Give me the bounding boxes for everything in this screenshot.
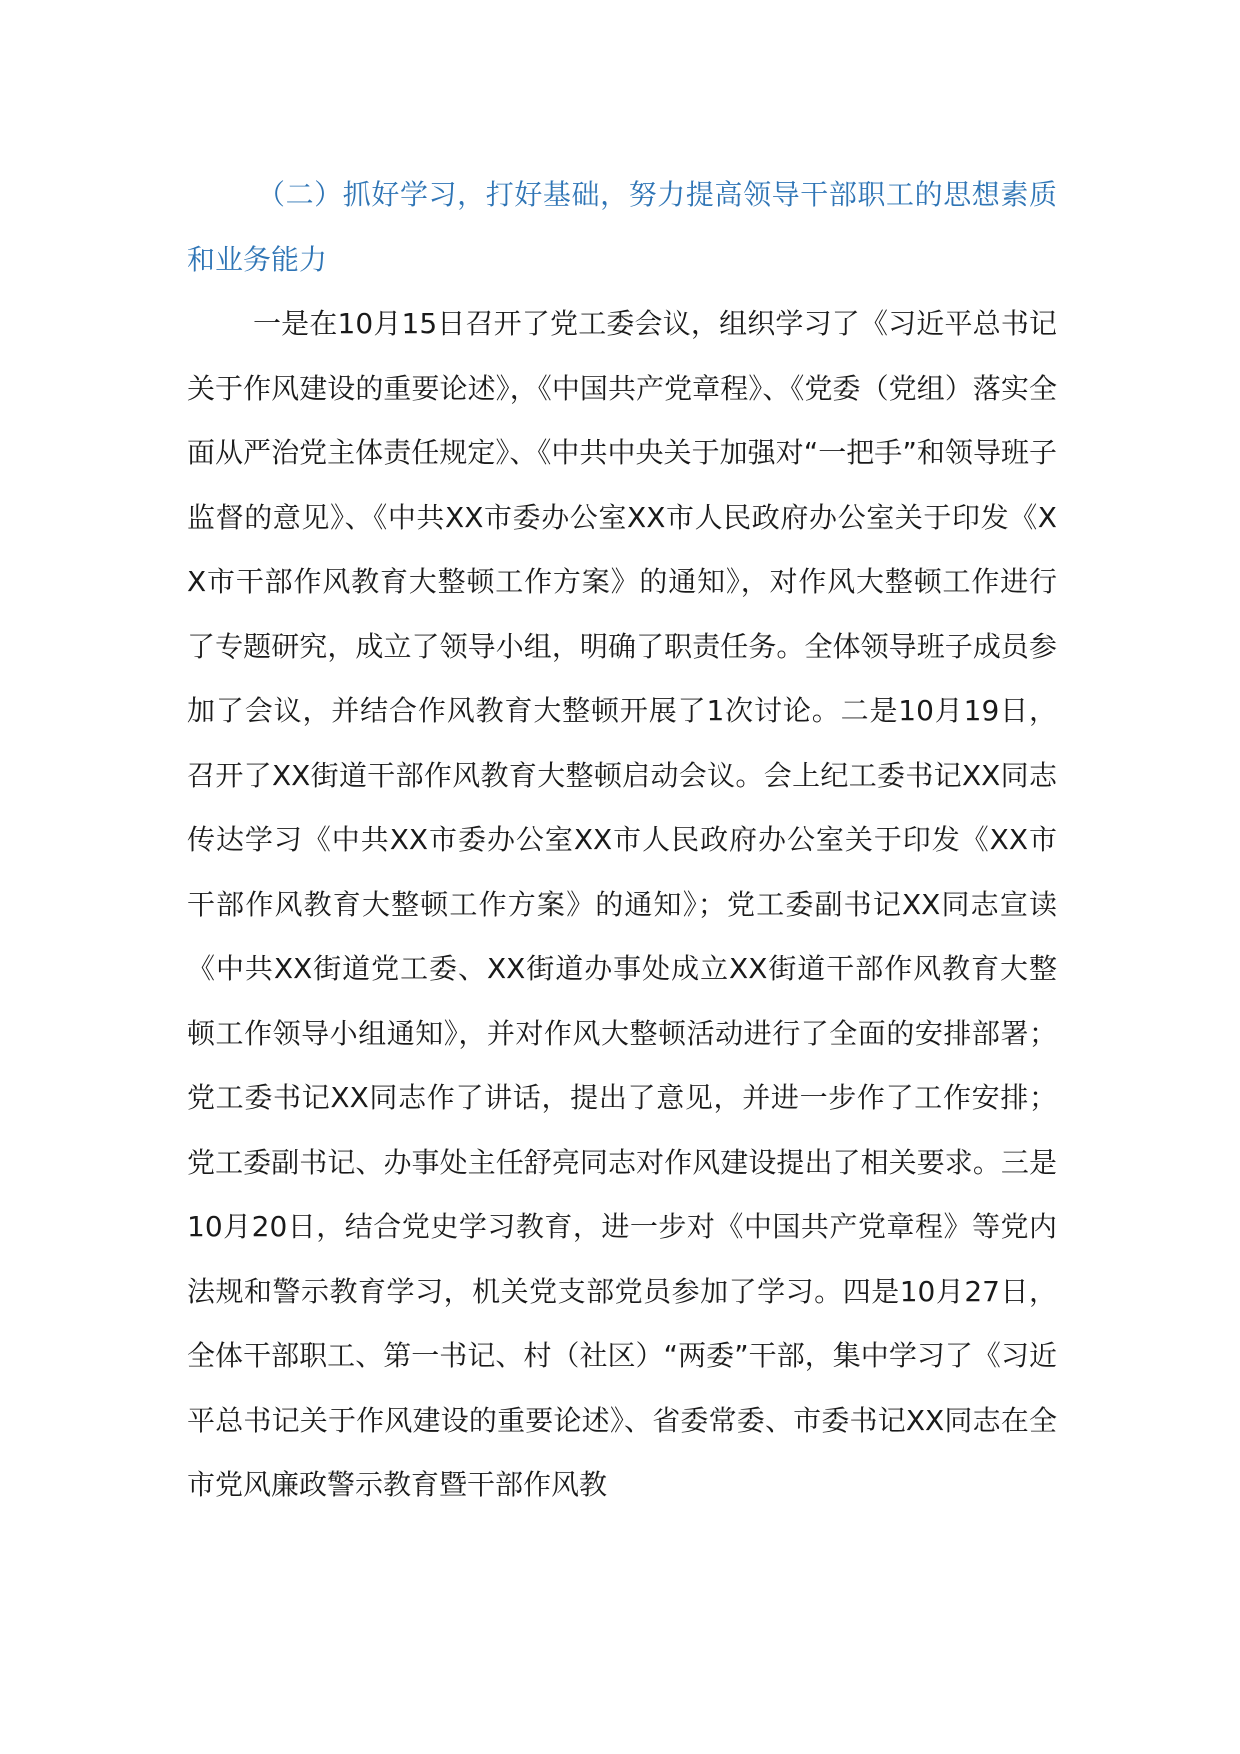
document-body (187, 163, 1057, 1518)
section-heading: （二）抓好学习，打好基础，努力提高领导干部职工的思想素质和业务能力 (187, 178, 1057, 276)
body-paragraph: 一是在10月15日召开了党工委会议，组织学习了《习近平总书记关于作风建设的重要论述》，《中国共产党章程》、《党委（党组）落实全面从严治党主体责任规定》、《中共中央关于加强对“一把手”和领导班子监督的意见》、《中共XX市委办公室XX市人民政府办公室关于印发《XX市干部作风教育大整顿工作方案》的通知》，对作风大整顿工作进行了专题研究，成立了领导小组，明确了职责任务。全体领导班子成员参加了会议，并结合作风教育大整顿开展了1次讨论。二是10月19日，召开了XX街道干部作风教育大整顿启动会议。会上纪工委书记XX同志传达学习《中共XX市委办公室XX市人民政府办公室关于印发《XX市干部作风教育大整顿工作方案》的通知》；党工委副书记XX同志宣读《中共XX街道党工委、XX街道办事处成立XX街道干部作风教育大整顿工作领导小组通知》，并对作风大整顿活动进行了全面的安排部署；党工委书记XX同志作了讲话，提出了意见，并进一步作了工作安排；党工委副书记、办事处主任舒亮同志对作风建设提出了相关要求。三是10月20日，结合党史学习教育，进一步对《中国共产党章程》等党内法规和警示教育学习，机关党支部党员参加了学习。四是10月27日，全体干部职工、第一书记、村（社区）“两委”干部，集中学习了《习近平总书记关于作风建设的重要论述》、省委常委、市委书记XX同志在全市党风廉政警示教育暨干部作风教 (187, 307, 1057, 1501)
